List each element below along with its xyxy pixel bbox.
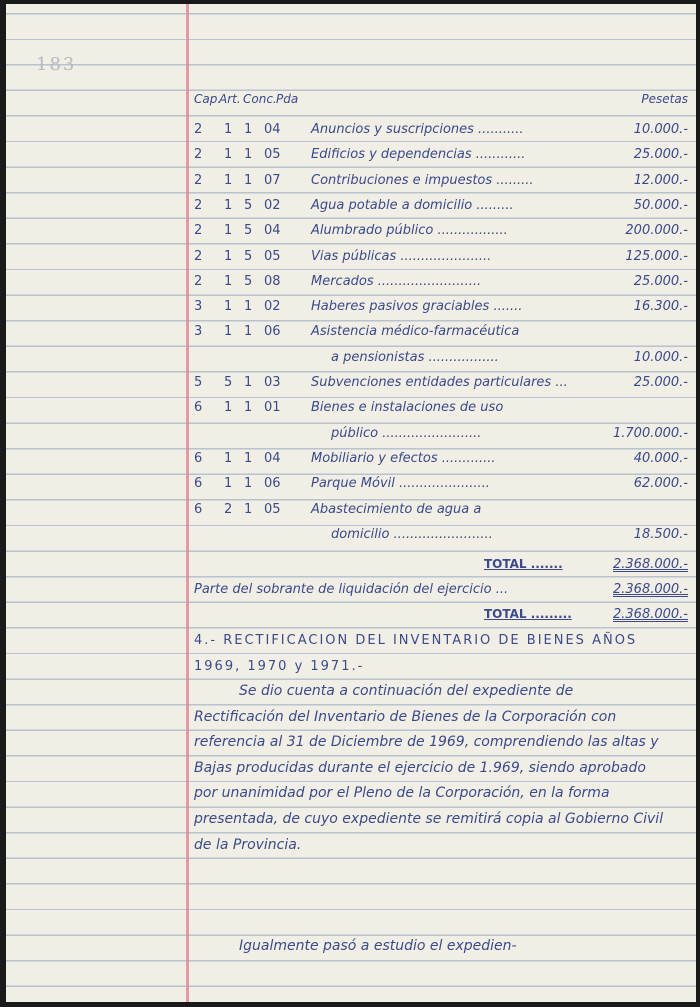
cell-amount: 1.700.000.- [613,425,688,441]
cell-cap: 2 [194,122,203,137]
paragraph: Se dio cuenta a continuación del expediente de Rectificación del Inventario de Bienes de la Corporación con referencia al 31 de Diciembre de 1969, comprendiendo las altas y Bajas producidas durante el ejercicio de 1.969, siendo aprobado por unanimidad por el Pleno de la Corporación, en la forma presentada, de cuyo expediente se remitirá copia al Gobierno Civil de la Provincia. [194,683,664,853]
cell-art: 1 [224,223,233,239]
cell-description: domicilio ........................ [331,526,493,542]
cell-cap: 2 [194,172,203,188]
cell-art: 1 [224,273,233,289]
total-label: TOTAL ....... [484,557,563,571]
cell-con: 1 [244,172,253,188]
table-row [6,370,696,395]
cell-description: Anuncios y suscripciones ........... [311,122,524,137]
total-label: TOTAL ......... [484,607,572,621]
table-row [6,142,696,167]
cell-art: 1 [224,122,233,137]
cell-art: 1 [224,147,233,163]
cell-description: Parque Móvil ...................... [311,476,490,492]
cell-art: 1 [224,324,233,340]
parte-text: Parte del sobrante de liquidación del ejercicio ... [194,582,509,597]
section-title: 4.- RECTIFICACION DEL INVENTARIO DE BIENES AÑOS 1969, 1970 y 1971.- [194,633,638,674]
cell-art: 1 [224,197,233,213]
ledger-page [6,4,696,1002]
cell-con: 1 [244,400,253,416]
cell-pda: 01 [264,400,281,416]
cell-art: 2 [224,501,233,517]
table-row [6,168,696,193]
cell-pda: 02 [264,299,281,315]
cell-con: 1 [244,299,253,315]
cell-cap: 2 [194,248,203,264]
cell-con: 1 [244,324,253,340]
cell-pda: 06 [264,476,281,492]
cell-amount: 16.300.- [633,299,688,315]
cell-description: Contribuciones e impuestos ......... [311,172,534,188]
cell-pda: 05 [264,147,281,163]
cell-art: 1 [224,400,233,416]
cell-con: 1 [244,375,253,390]
cell-cap: 6 [194,501,203,517]
parte-amount: 2.368.000.- [613,582,688,597]
cell-art: 1 [224,476,233,492]
header-conc: Conc. [243,92,277,106]
cell-cap: 2 [194,147,203,163]
cell-con: 5 [244,248,253,264]
cell-description: Asistencia médico-farmacéutica [311,324,520,340]
table-row [6,244,696,269]
table-row [6,446,696,471]
header-cap: Cap. [194,92,222,106]
cell-description: Bienes e instalaciones de uso [311,400,504,416]
parte-row [6,577,696,602]
cell-description: Subvenciones entidades particulares ... [311,375,568,390]
table-row [6,269,696,294]
cell-amount: 25.000.- [633,375,688,390]
cell-amount: 12.000.- [633,172,688,188]
table-row [6,497,696,522]
cell-con: 1 [244,501,253,517]
cell-amount: 200.000.- [625,223,688,239]
cell-amount: 10.000.- [633,349,688,365]
cell-cap: 5 [194,375,203,390]
cell-pda: 02 [264,197,281,213]
cell-pda: 05 [264,248,281,264]
total-row-2 [6,602,696,627]
cell-con: 5 [244,223,253,239]
table-row [6,345,696,370]
cell-con: 1 [244,476,253,492]
cell-pda: 04 [264,450,281,466]
cell-con: 1 [244,450,253,466]
paragraph: Igualmente pasó a estudio el expedien- [239,938,517,954]
cell-art: 1 [224,248,233,264]
table-row [6,218,696,243]
table-row [6,522,696,547]
total-amount: 2.368.000.- [613,557,688,572]
cell-amount: 50.000.- [633,197,688,213]
cell-pda: 03 [264,375,281,390]
cell-description: Edificios y dependencias ............ [311,147,526,163]
cell-cap: 3 [194,324,203,340]
cell-pda: 04 [264,223,281,239]
cell-con: 1 [244,147,253,163]
table-row [6,471,696,496]
cell-amount: 25.000.- [633,273,688,289]
cell-cap: 6 [194,400,203,416]
cell-art: 1 [224,172,233,188]
header-art: Art. [219,92,241,106]
table-row [6,421,696,446]
cell-cap: 2 [194,223,203,239]
cell-description: Alumbrado público ................. [311,223,508,239]
cell-description: Mobiliario y efectos ............. [311,450,496,466]
cell-con: 1 [244,122,253,137]
table-row [6,395,696,420]
cell-description: Vias públicas ...................... [311,248,492,264]
table-row [6,193,696,218]
header-pesetas: Pesetas [641,92,688,106]
cell-pda: 04 [264,122,281,137]
header-pda: Pda [276,92,299,106]
cell-con: 5 [244,197,253,213]
cell-pda: 06 [264,324,281,340]
page-number: 183 [36,54,77,75]
table-row [6,294,696,319]
cell-pda: 08 [264,273,281,289]
cell-description: Abastecimiento de agua a [311,501,482,517]
cell-amount: 62.000.- [633,476,688,492]
cell-amount: 10.000.- [633,122,688,137]
total-amount: 2.368.000.- [613,607,688,622]
cell-cap: 6 [194,476,203,492]
cell-art: 5 [224,375,233,390]
table-row [6,319,696,344]
table-row [6,117,696,142]
cell-amount: 125.000.- [625,248,688,264]
cell-amount: 25.000.- [633,147,688,163]
cell-description: público ........................ [331,425,482,441]
cell-cap: 2 [194,273,203,289]
cell-con: 5 [244,273,253,289]
cell-cap: 6 [194,450,203,466]
cell-cap: 2 [194,197,203,213]
cell-cap: 3 [194,299,203,315]
cell-description: a pensionistas ................. [331,349,499,365]
cell-description: Agua potable a domicilio ......... [311,197,514,213]
cell-amount: 40.000.- [633,450,688,466]
cell-art: 1 [224,299,233,315]
cell-amount: 18.500.- [633,526,688,542]
total-row-1 [6,552,696,577]
cell-pda: 07 [264,172,281,188]
cell-art: 1 [224,450,233,466]
cell-pda: 05 [264,501,281,517]
cell-description: Mercados ......................... [311,273,482,289]
cell-description: Haberes pasivos graciables ....... [311,299,523,315]
